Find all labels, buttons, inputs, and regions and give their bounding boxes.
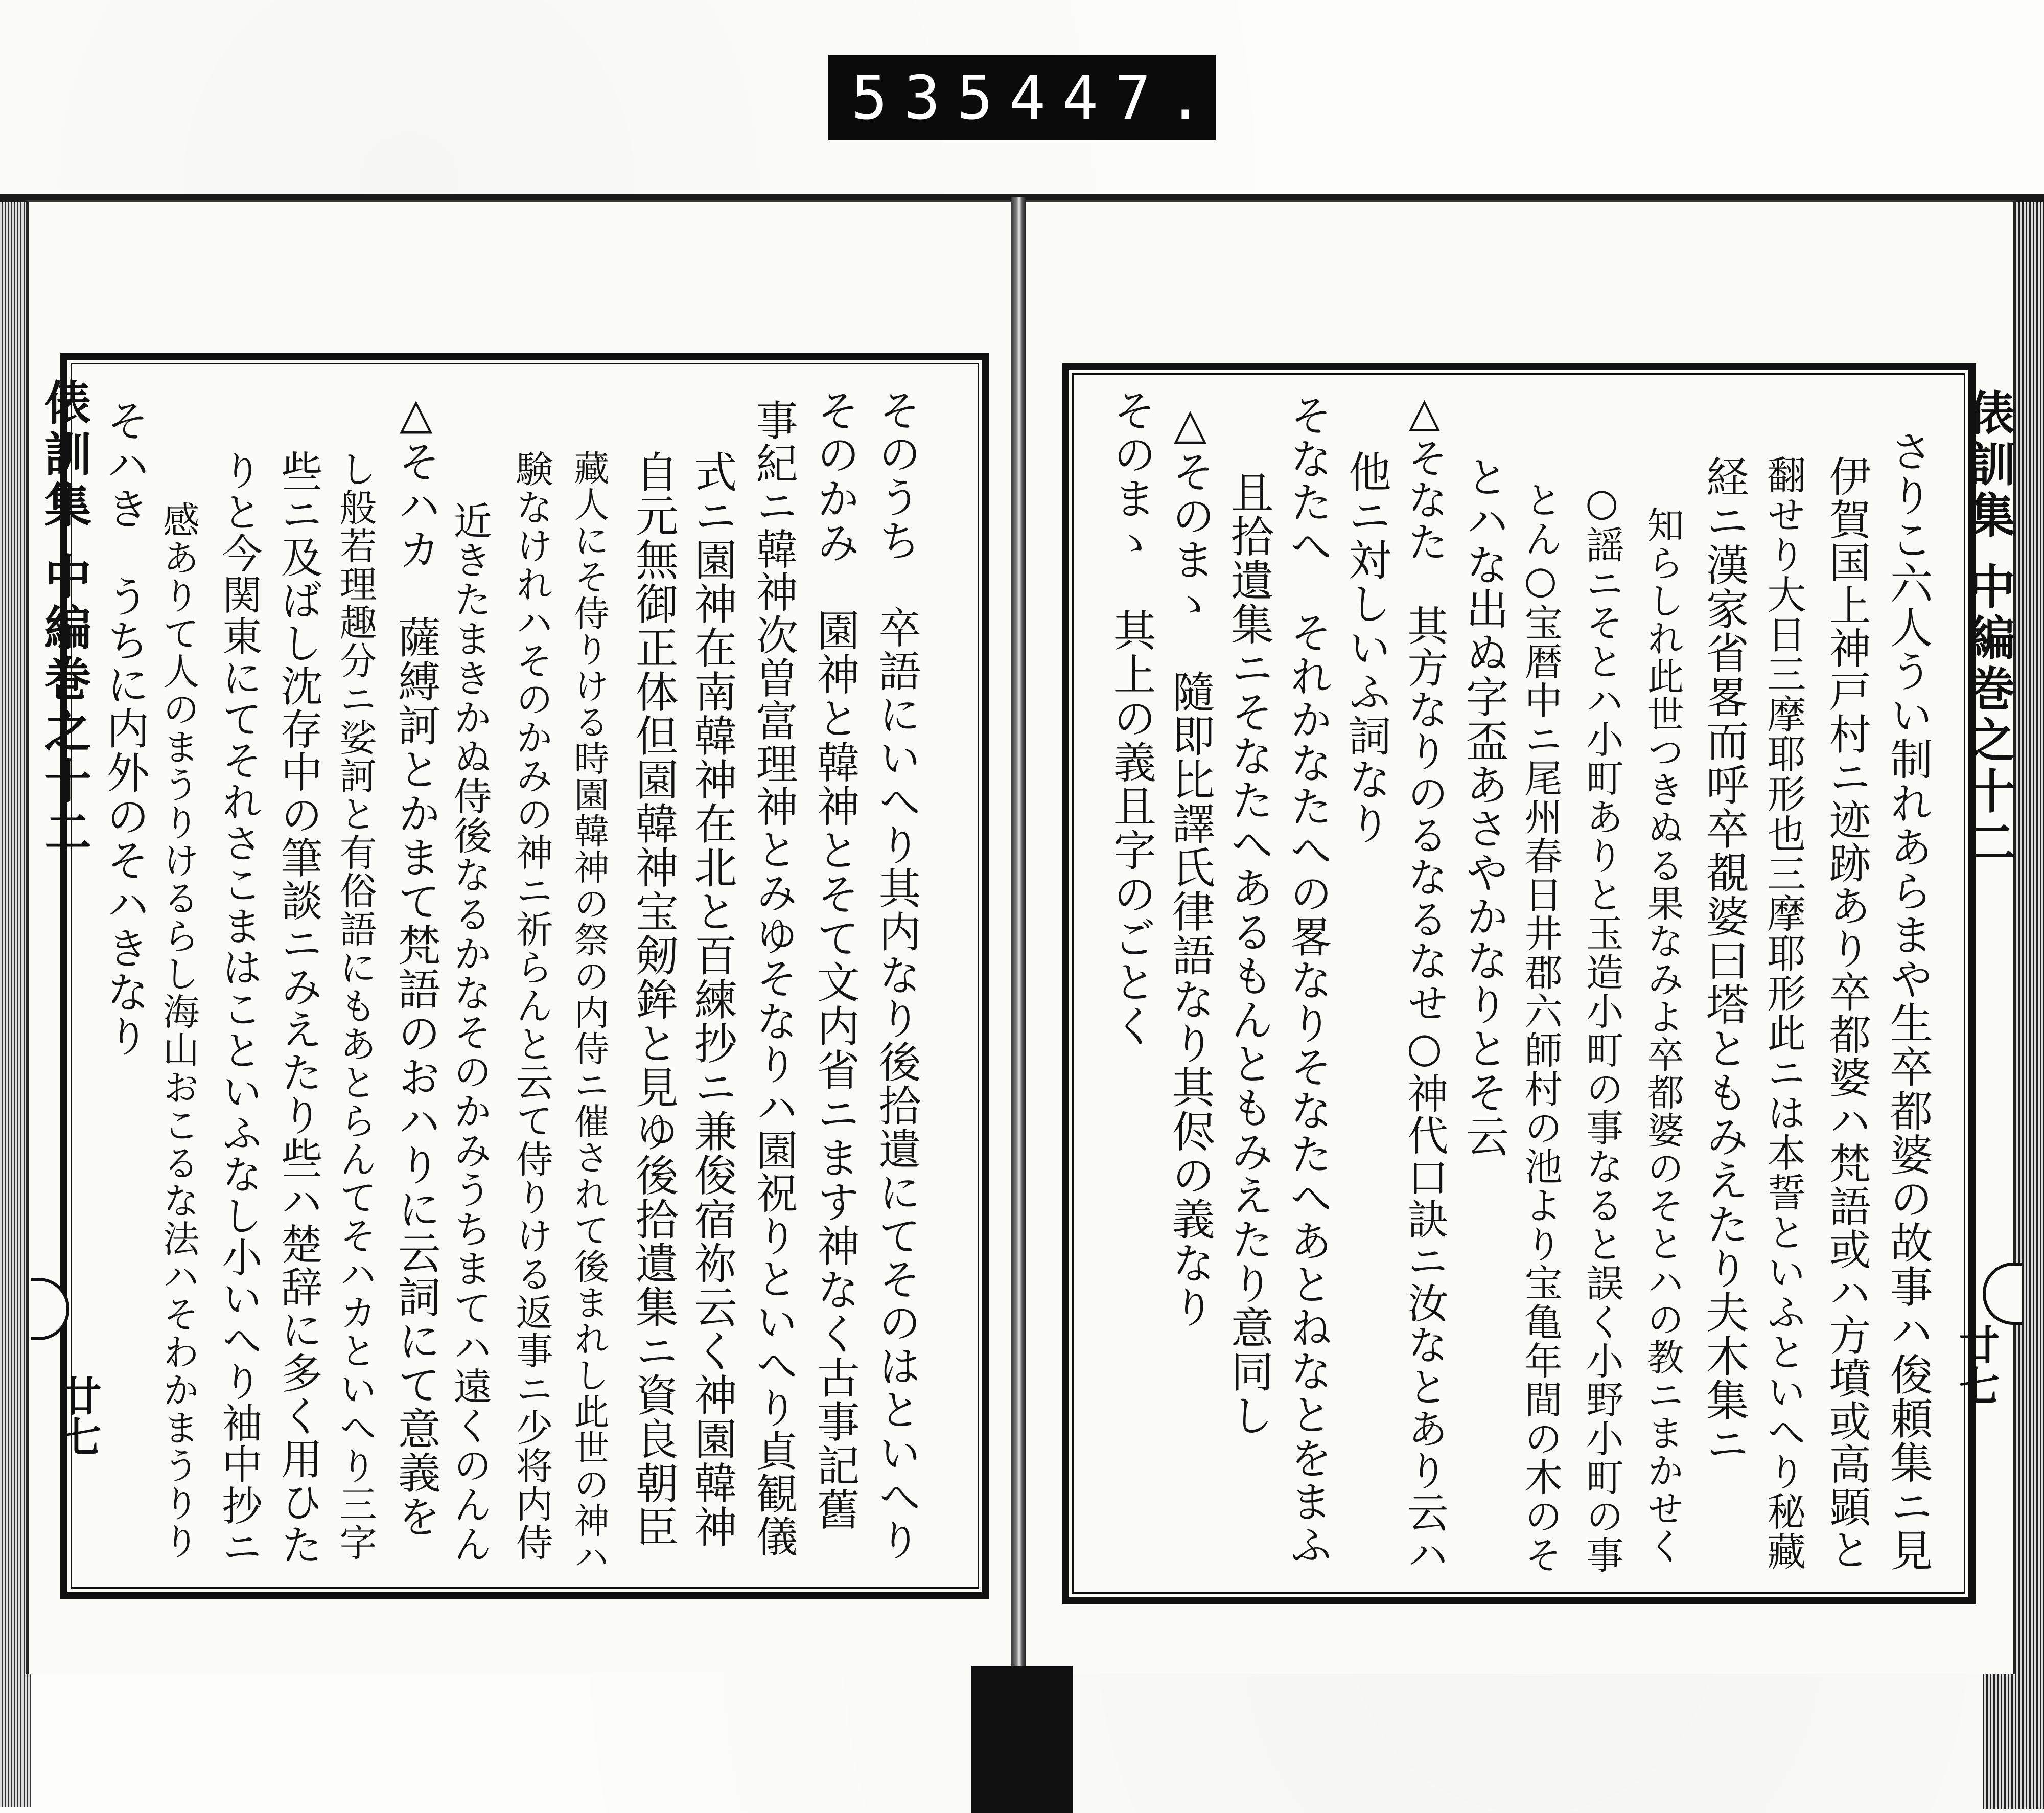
book-gutter: [1011, 197, 1026, 1705]
left-column-7: 験なけれハそのかみの神ニ祈らんと云て侍りける返事ニ少将内侍: [509, 450, 553, 1562]
left-column-11: 些ニ及ばし沈存中の筆談ニみえたり些ハ楚辞に多く用ひた: [274, 450, 323, 1566]
right-column-5: 知らしれ此世つきぬる果なみよ卒都婆のそとハの教ニまかせく: [1641, 506, 1684, 1565]
left-column-2: そのかみ 園神と韓神とそて文内省ニます神なく古事記舊: [810, 388, 861, 1531]
right-column-1: さりこ六人うい制れあらまや生卒都婆の故事ハ俊頼集ニ見: [1883, 429, 1934, 1572]
left-column-1: そのうち 卒語にいへり其内なり後拾遺にてそのはといへり: [871, 388, 921, 1562]
right-column-8: とハな出ぬ字盃あさやかなりとそ云: [1459, 455, 1509, 1158]
right-column-4: 経ニ漢家省畧而呼卒覩婆曰塔ともみえたり夫木集ニ: [1699, 455, 1750, 1466]
right-column-3: 翻せり大日三摩耶形也三摩耶形此ニは本誓といふといへり秘藏: [1760, 455, 1806, 1571]
right-column-10: 他ニ対しいふ詞なり: [1341, 450, 1392, 845]
right-column-11: そなたへ それかなたへの畧なりそなたへあとねなとをまふ: [1283, 394, 1333, 1567]
archive-number-label: [828, 55, 1220, 140]
left-column-4: 式ニ園神在南韓神在北と百練抄ニ兼俊宿祢云く神園韓神: [687, 450, 738, 1549]
right-column-6: ○謡ニそとハ小町ありと玉造小町の事なると誤く小野小町の事: [1580, 480, 1624, 1574]
right-column-14: そのまゝ 其上の義且字のごとく: [1106, 388, 1157, 1048]
right-column-9: △そなた 其方なりのるなるなせ○神代口訣ニ汝なとあり云ハ: [1401, 388, 1448, 1575]
left-column-5: 自元無御正体但園韓神宝剱鉾と見ゆ後拾遺集ニ資良朝臣: [629, 450, 679, 1549]
right-column-12: 且拾遺集ニそなたへあるもんともみえたり意同し: [1224, 470, 1274, 1437]
left-column-12: りと今関東にてそれさこまはこといふなし小いへり袖中抄ニ: [215, 450, 262, 1568]
right-column-13: △そのまゝ 隨即比譯氏律語なり其侭の義なり: [1165, 399, 1216, 1329]
right-running-head: 俵訓集 中編巻之十二: [1961, 388, 2016, 869]
right-column-7: とん○宝暦中ニ尾州春日井郡六師村の池より宝亀年間の木のそ: [1518, 480, 1563, 1574]
left-column-9: △そハカ 薩縛訶とかまて梵語のおハりに云詞にて意義を: [391, 388, 442, 1539]
right-column-2: 伊賀国上神戸村ニ迹跡あり卒都婆ハ梵語或ハ方墳或高顕と: [1822, 455, 1871, 1571]
archive-right-number: 447.: [1009, 62, 1220, 133]
left-column-14: そハき うちに内外のそハきなり: [100, 399, 150, 1058]
left-folio: 廿七: [54, 1375, 102, 1457]
left-column-8: 近きたまきかぬ侍後なるかなそのかみうちまてハ遠くのんん: [447, 501, 493, 1564]
left-column-3: 事紀ニ韓神次曽富理神とみゆそなりハ園祝りといへり貞観儀: [749, 399, 798, 1558]
left-column-6: 藏人にそ侍りける時園韓神の祭の内侍ニ催されて後まれし此世の神ハ: [568, 450, 609, 1575]
left-running-head: 俵訓集 中編巻之十二: [37, 378, 92, 859]
book-gutter-foot: [971, 1666, 1073, 1813]
left-column-13: 感ありて人のまうりけるらし海山おこるな法ハそわかまうりり: [156, 501, 200, 1560]
archive-left-number: 535: [851, 62, 1010, 133]
right-folio: 廿七: [1952, 1324, 2000, 1406]
left-column-10: し般若理趣分ニ娑訶と有俗語にもあとらんてそハカといへり三字: [333, 450, 377, 1562]
